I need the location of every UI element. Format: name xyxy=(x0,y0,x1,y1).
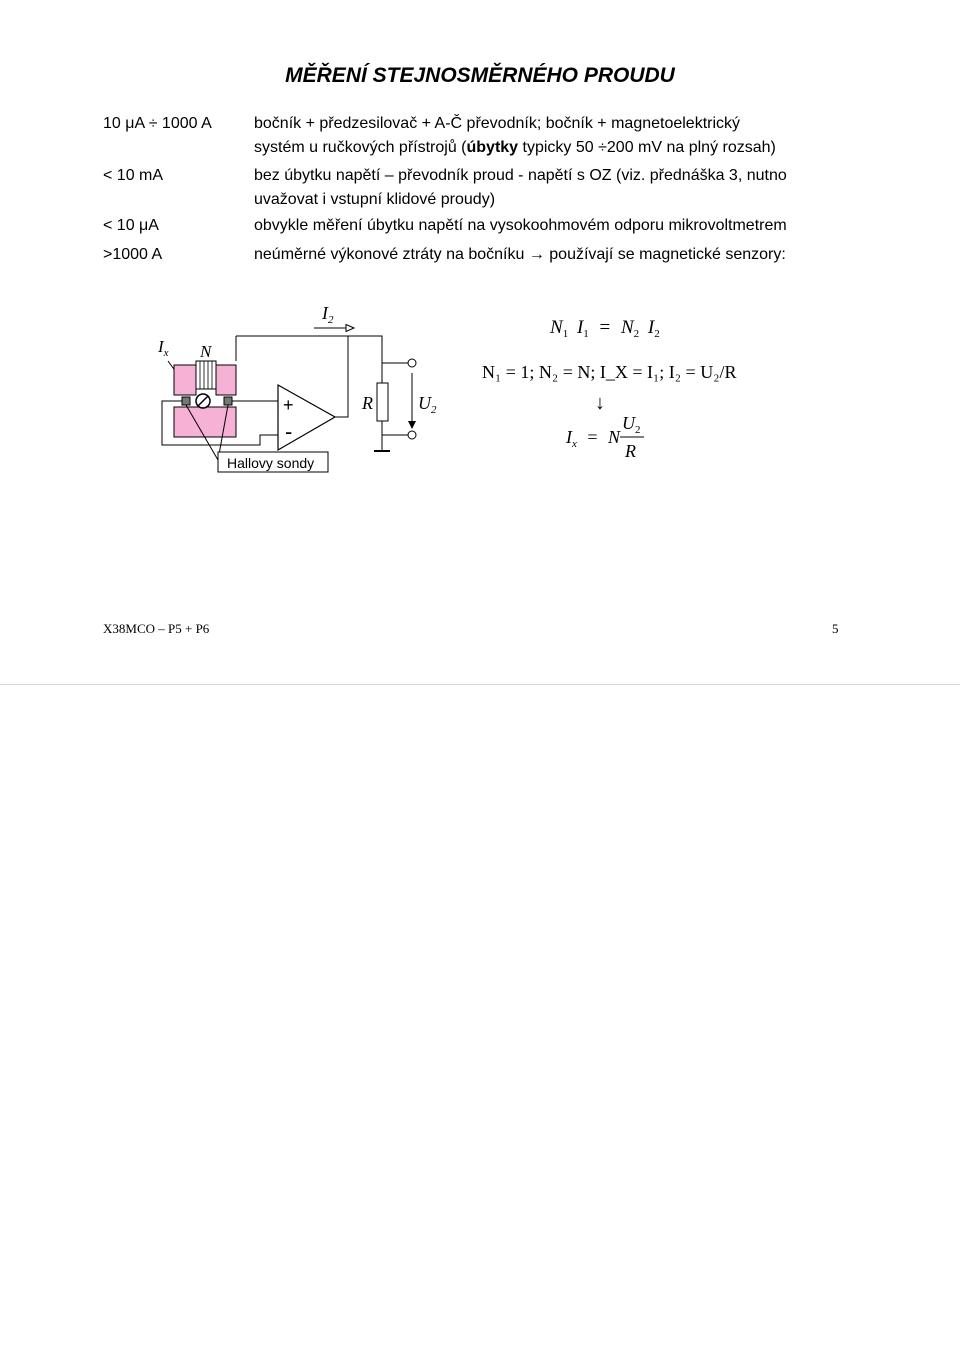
row-text-2-line-2: uvažovat i vstupní klidové proudy) xyxy=(254,191,496,208)
row-text-1-bold: úbytky xyxy=(466,139,519,156)
row-text-1-line-2c: typicky 50 ÷200 mV na plný rozsah) xyxy=(518,139,776,156)
wire-output xyxy=(335,336,382,417)
u2-arrow-head xyxy=(408,421,416,429)
resistor-r xyxy=(377,383,388,421)
core-left-top xyxy=(174,365,196,395)
equation-2: N₁ = 1; N₂ = N; I_X = I₁; I₂ = U₂/R xyxy=(482,362,737,382)
blank-page xyxy=(0,684,960,1368)
u2-label: $U_2$ xyxy=(418,393,437,416)
hall-probe-right xyxy=(224,397,232,405)
hall-probe-left xyxy=(182,397,190,405)
equation-3-lhs: $I_x$ = N xyxy=(566,427,621,450)
row-text-3: obvykle měření úbytku napětí na vysokoohmovém odporu mikrovoltmetrem xyxy=(254,217,787,234)
equations xyxy=(480,305,780,465)
terminal-bottom xyxy=(408,431,416,439)
row-text-1-line-2 xyxy=(254,136,864,160)
row-label-4: >1000 A xyxy=(103,246,163,263)
row-label-3: < 10 μA xyxy=(103,217,159,234)
opamp-minus: - xyxy=(285,419,293,444)
page-title: MĚŘENÍ STEJNOSMĚRNÉHO PROUDU xyxy=(285,64,675,87)
row-label-1: 10 μA ÷ 1000 A xyxy=(103,115,212,132)
equation-3-denominator: R xyxy=(625,441,636,461)
row-text-2 xyxy=(254,164,864,212)
row-text-2-line-1: bez úbytku napětí – převodník proud - napětí s OZ (viz. přednáška 3, nutno xyxy=(254,167,787,184)
page-number: 5 xyxy=(832,621,839,636)
core-right-top xyxy=(216,365,236,395)
r-label: R xyxy=(362,393,373,413)
hall-sensor-circuit-diagram xyxy=(140,295,470,480)
ix-label: $I_x$ xyxy=(158,337,169,359)
equation-1: $N_1$ $I_1$ = $N_2$ $I_2$ xyxy=(550,317,660,340)
slide-page xyxy=(0,0,960,683)
row-text-4: neúměrné výkonové ztráty na bočníku → používají se magnetické senzory: xyxy=(254,246,786,263)
opamp-plus: + xyxy=(283,395,294,415)
wire-plus xyxy=(162,401,182,402)
footer-left: X38MCO – P5 + P6 xyxy=(103,621,210,636)
row-text-1-line-2a: systém u ručkových přístrojů ( xyxy=(254,139,467,156)
down-arrow: ↓ xyxy=(595,392,605,414)
terminal-top xyxy=(408,359,416,367)
wire-feedback xyxy=(200,339,348,361)
i2-label: $I_2$ xyxy=(322,303,334,326)
n-label: N xyxy=(200,342,212,361)
coil xyxy=(196,361,216,389)
row-label-2: < 10 mA xyxy=(103,167,164,184)
row-text-1 xyxy=(254,112,864,160)
probe-label: Hallovy sondy xyxy=(227,455,315,471)
i2-arrow-head xyxy=(346,325,354,332)
equation-3-numerator: $U_2$ xyxy=(622,413,641,436)
row-text-1-line-1: bočník + předzesilovač + A-Č převodník; bočník + magnetoelektrický xyxy=(254,115,741,132)
